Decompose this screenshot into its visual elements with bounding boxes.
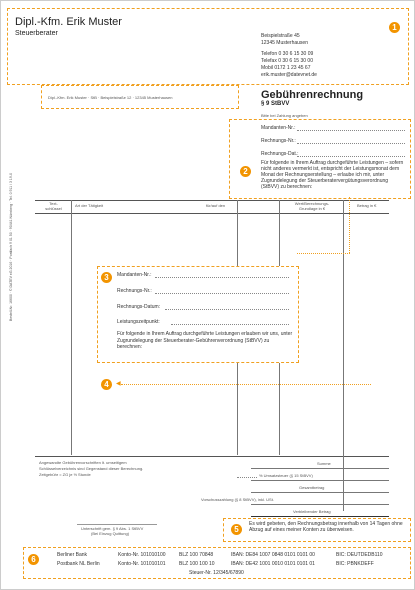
ust-line: [251, 480, 389, 481]
overlay-rechnung-line: [155, 293, 289, 294]
ust-percent-line: [237, 477, 257, 478]
bank2-bic: BIC: PBNKDEFF: [336, 561, 374, 567]
side-order-text: Bestell-Nr. 16600 · © DATEV eG 2016 · Postfach 9 01 50 · 90441 Nürnberg · Tel. 0 911 / 3 19-0: [9, 173, 13, 321]
ref-datum-label: Rechnungs-Dat.:: [261, 151, 299, 157]
badge-5: 5: [231, 524, 242, 535]
overlay-rechnung-label: Rechnungs-Nr.:: [117, 288, 152, 294]
contact-city: 12345 Musterhausen: [261, 40, 308, 46]
bank2-name: Postbank NL Berlin: [57, 561, 100, 567]
contact-email: erik.muster@datevnet.de: [261, 72, 317, 78]
totals-col-sep: [343, 455, 344, 511]
bank1-bic: BIC: DEUTDEDB110: [336, 552, 383, 558]
bank1-iban: IBAN: DE84 1007 0848 0101 0101 00: [231, 552, 315, 558]
table-col-sep-1: [71, 200, 72, 455]
summe-label: Summe: [317, 461, 331, 466]
signature-line: [77, 524, 157, 525]
overlay-datum-label: Rechnungs-Datum:: [117, 304, 161, 310]
overlay-zeitraum-label: Leistungszeitpunkt:: [117, 319, 160, 325]
bank2-iban: IBAN: DE42 1001 0010 0101 0101 01: [231, 561, 315, 567]
bank1-name: Berliner Bank: [57, 552, 88, 558]
sender-name: Dipl.-Kfm. Erik Muster: [15, 16, 122, 28]
ref-mandant-line: [297, 130, 405, 131]
doc-title: Gebührenrechnung: [261, 89, 364, 101]
return-address: Dipl.-Kfm. Erik Muster · StB · Beispielstraße 12 · 12345 Musterhausen: [48, 95, 173, 100]
signature-label-2: (Bei Einzug Quittung): [91, 531, 130, 536]
overlay-mandant-label: Mandanten-Nr.:: [117, 272, 152, 278]
col-header-betrag: Betrag in €: [357, 203, 377, 208]
bank1-blz: BLZ 100 70848: [179, 552, 214, 558]
overlay-zeitraum-line: [171, 324, 289, 325]
bank2-blz: BLZ 100 100 10: [179, 561, 215, 567]
table-header-line: [35, 213, 389, 214]
table-col-sep-4: [343, 200, 344, 455]
totals-note-2: Schlüsselverzeichnis sind Gegenstand dieser Berechnung.: [39, 466, 144, 471]
verbleibend-line: [251, 516, 389, 517]
gesamt-label: Gesamtbetrag: [299, 485, 325, 490]
payment-note: Es wird gebeten, den Rechnungsbetrag innerhalb von 14 Tagen ohne Abzug auf eines meiner Konten zu überweisen.: [249, 521, 403, 533]
ref-text: Für folgende in Ihrem Auftrag durchgeführte Leistungen – sofern nicht anderes vermerkt ist, entspricht der Leistungsmonat dem Monat der Rechnungserstellung – erlaube ich mir, unter Zugrundelegung der Steuerberatervergütungsverordnung (StBVV) zu berechnen:: [261, 160, 404, 190]
gesamt-line: [251, 492, 389, 493]
ust-label: % Umsatzsteuer (§ 15 StBVV): [259, 473, 313, 478]
doc-subtitle: § 9 StBVV: [261, 101, 290, 107]
bank2-konto: Konto-Nr. 101010101: [118, 561, 166, 567]
contact-mobile: Mobil 0172 1 23 45 67: [261, 65, 311, 71]
col-header-wert: Wert/Berechnungs- Grundlage in €: [294, 201, 330, 211]
contact-street: Beispielstraße 45: [261, 33, 300, 39]
totals-note-1: Angewandte Gebührenvorschriften lt. umseitigem: [39, 460, 127, 465]
summe-line: [251, 468, 389, 469]
signature-label: Unterschrift gem. § 9 Abs. 1 StBVV: [81, 526, 144, 531]
col-header-fuer: für/auf den: [206, 203, 226, 208]
overlay-datum-line: [165, 309, 289, 310]
sender-title: Steuerberater: [15, 30, 58, 37]
badge-1: 1: [389, 22, 400, 33]
ref-mandant-label: Mandanten-Nr.:: [261, 125, 296, 131]
contact-fax: Telefax 0 30 6 15 30 00: [261, 58, 313, 64]
overlay-mandant-line: [155, 277, 289, 278]
totals-note-3: Zeitgebühr = ZG je ½ Stunde: [39, 472, 91, 477]
steuernr: Steuer-Nr. 12/345/67890: [189, 570, 244, 576]
vorschuss-line: [251, 504, 389, 505]
badge-6: 6: [28, 554, 39, 565]
connector-line: [349, 197, 351, 253]
ref-datum-line: [297, 156, 405, 157]
doc-note: Bitte bei Zahlung angeben: [261, 113, 308, 118]
badge-2: 2: [240, 166, 251, 177]
bank1-konto: Konto-Nr. 101010100: [118, 552, 166, 558]
arrow-line: [121, 384, 371, 386]
verbleibend-label: Verbleibender Betrag: [293, 509, 331, 514]
col-header-textschluessel: Text- schlüssel: [45, 201, 62, 211]
overlay-text: Für folgende in Ihrem Auftrag durchgeführte Leistungen erlauben wir uns, unter Zugrundelegung der Steuerberater-Gebührenverordnung (StBVV) zu berechnen:: [117, 331, 293, 350]
col-header-taetigkeit: Art der Tätigkeit: [75, 203, 104, 208]
badge-4: 4: [101, 379, 112, 390]
ref-rechnung-line: [297, 143, 405, 144]
contact-phone: Telefon 0 30 6 15 30 09: [261, 51, 314, 57]
badge-3: 3: [101, 272, 112, 283]
ref-rechnung-label: Rechnungs-Nr.:: [261, 138, 296, 144]
vorschuss-label: Vorschusszahlung (§ 8 StBVV), inkl. USt.: [201, 497, 274, 502]
connector-line-h: [297, 253, 350, 255]
arrow-left-icon: ◀: [116, 381, 121, 387]
